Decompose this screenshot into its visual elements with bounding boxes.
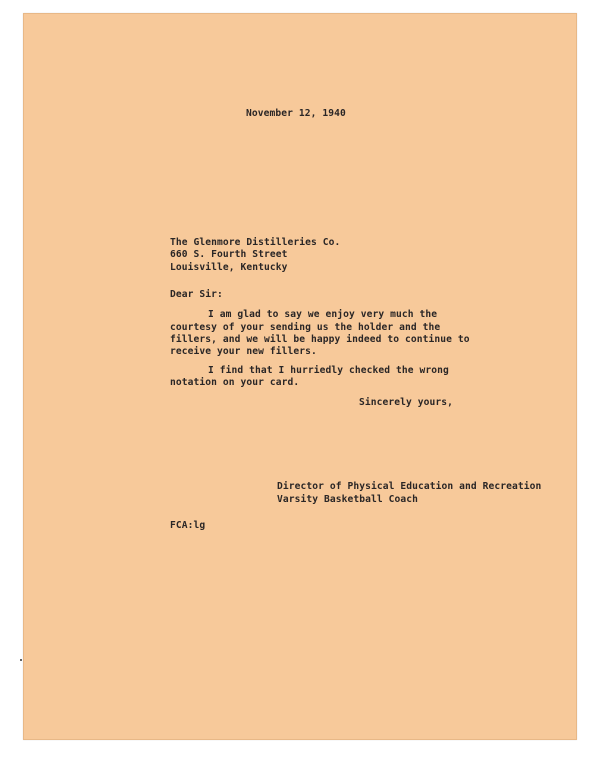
salutation: Dear Sir: — [170, 289, 223, 300]
body-paragraph-1-line-1: I am glad to say we enjoy very much the — [208, 309, 438, 320]
signature-title-line-2: Varsity Basketball Coach — [277, 494, 419, 505]
paper-speck — [20, 659, 22, 661]
complimentary-closing: Sincerely yours, — [359, 397, 454, 408]
body-paragraph-1-line-3: fillers, and we will be happy indeed to continue to — [170, 334, 470, 345]
reference-initials: FCA:lg — [170, 520, 206, 531]
recipient-street: 660 S. Fourth Street — [170, 249, 288, 260]
recipient-name: The Glenmore Distilleries Co. — [170, 237, 341, 248]
body-paragraph-1-line-4: receive your new fillers. — [170, 346, 317, 357]
signature-title-line-1: Director of Physical Education and Recreation — [277, 481, 542, 492]
body-paragraph-1-line-2: courtesy of your sending us the holder and the — [170, 322, 441, 333]
body-paragraph-2-line-1: I find that I hurriedly checked the wrong — [208, 365, 449, 376]
recipient-city: Louisville, Kentucky — [170, 262, 288, 273]
body-paragraph-2-line-2: notation on your card. — [170, 377, 300, 388]
letter-date: November 12, 1940 — [246, 108, 346, 119]
